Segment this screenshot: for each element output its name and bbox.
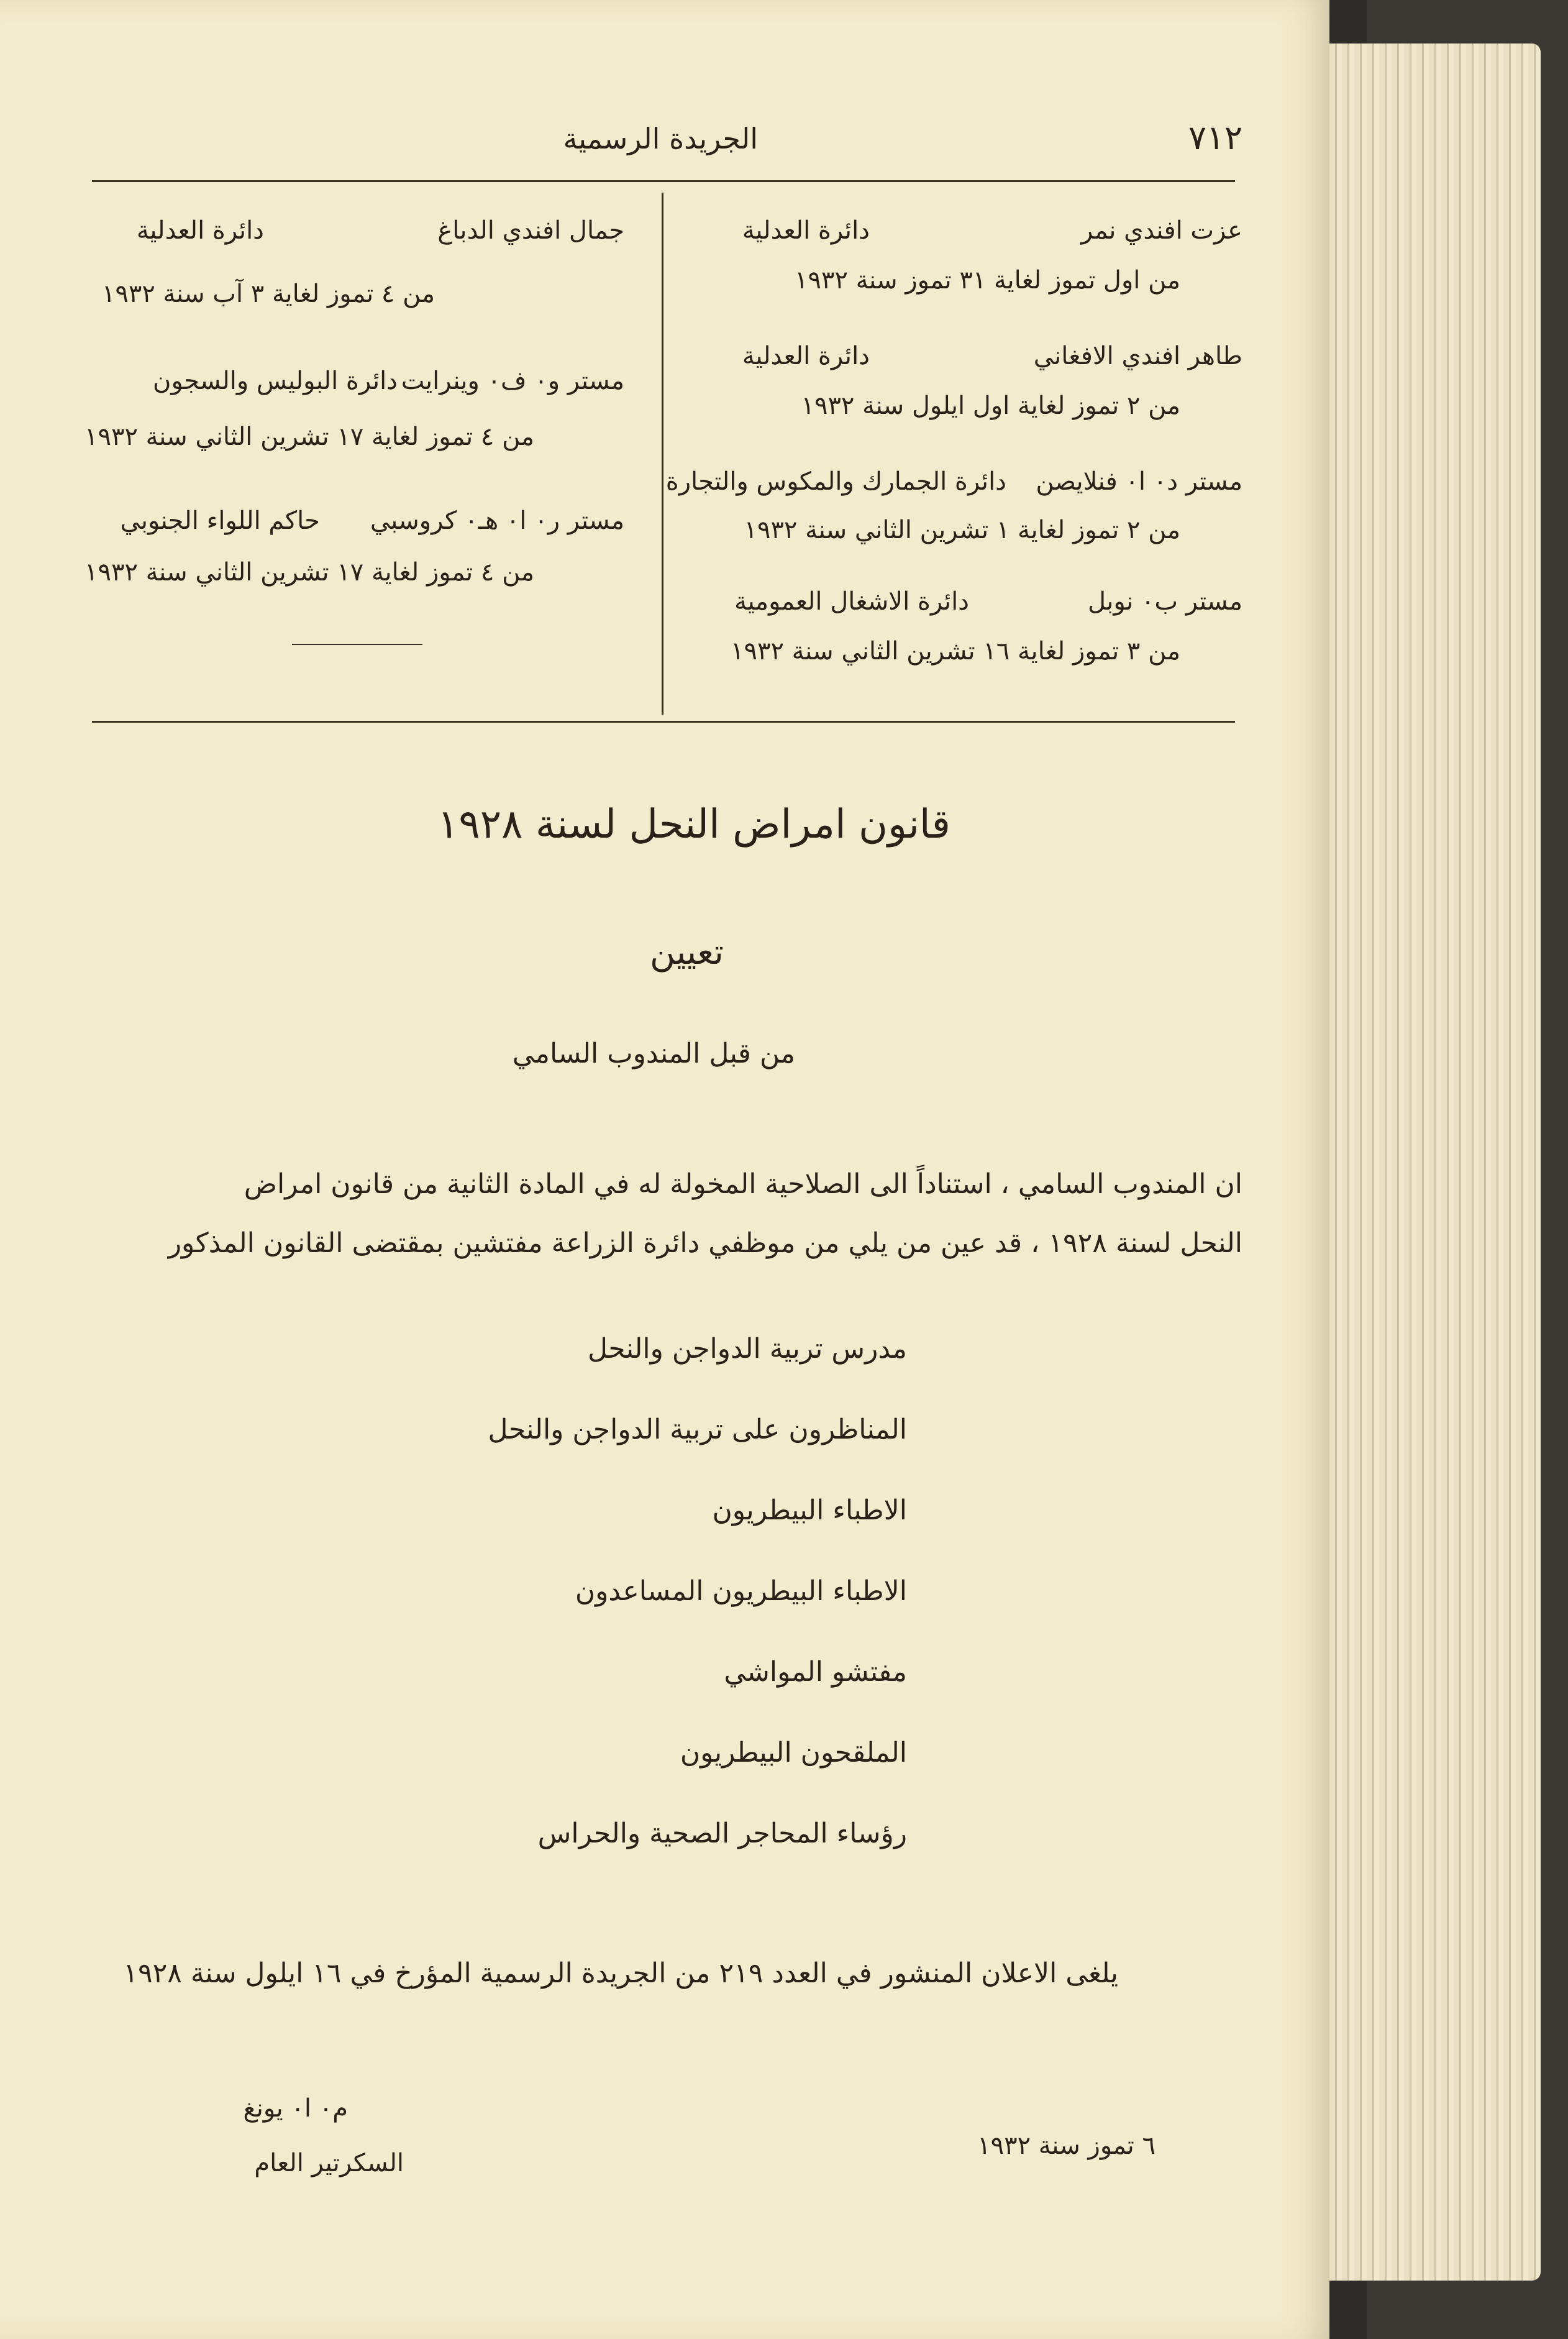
appointee-dept: حاكم اللواء الجنوبي — [120, 506, 320, 535]
inspector-list-item: رؤساء المحاجر الصحية والحراس — [537, 1818, 907, 1849]
appointee-dept: دائرة العدلية — [742, 216, 870, 245]
column-end-rule — [292, 644, 422, 645]
section-rule — [92, 721, 1235, 723]
law-title: قانون امراض النحل لسنة ١٩٢٨ — [437, 802, 950, 848]
appointee-dept: دائرة الجمارك والمكوس والتجارة — [665, 467, 1006, 496]
appointee-dept: دائرة البوليس والسجون — [153, 367, 398, 395]
appointee-dept: دائرة العدلية — [742, 342, 870, 370]
page-edges — [1292, 43, 1541, 2281]
column-divider — [662, 193, 663, 715]
page-number: ٧١٢ — [1188, 118, 1242, 157]
inspector-list-item: المناظرون على تربية الدواجن والنحل — [488, 1414, 907, 1445]
appointee-period: من ٢ تموز لغاية اول ايلول سنة ١٩٣٢ — [801, 391, 1180, 420]
notice-heading: تعيين — [649, 932, 724, 973]
appointee-period: من ٣ تموز لغاية ١٦ تشرين الثاني سنة ١٩٣٢ — [730, 637, 1180, 666]
appointee-name: طاهر افندي الافغاني — [1033, 342, 1242, 370]
cancellation-note: يلغى الاعلان المنشور في العدد ٢١٩ من الجريدة الرسمية المؤرخ في ١٦ ايلول سنة ١٩٢٨ — [123, 1957, 1118, 1989]
inspector-list-item: مدرس تربية الدواجن والنحل — [588, 1333, 907, 1365]
inspector-list-item: الملقحون البيطريون — [680, 1737, 907, 1769]
appointee-period: من ٤ تموز لغاية ١٧ تشرين الثاني سنة ١٩٣٢ — [84, 558, 534, 587]
page-header-title: الجريدة الرسمية — [563, 122, 758, 155]
appointee-dept: دائرة الاشغال العمومية — [734, 587, 969, 616]
inspector-list-item: مفتشو المواشي — [724, 1656, 907, 1688]
signatory-name: م٠ ا٠ يونغ — [243, 2094, 348, 2123]
signatory-title: السكرتير العام — [254, 2149, 404, 2177]
notice-date: ٦ تموز سنة ١٩٣٢ — [977, 2131, 1155, 2160]
inspector-list-item: الاطباء البيطريون — [712, 1494, 907, 1526]
appointee-name: عزت افندي نمر — [1081, 216, 1242, 245]
header-rule — [92, 180, 1235, 182]
inspector-list-item: الاطباء البيطريون المساعدون — [575, 1575, 907, 1607]
appointee-period: من اول تموز لغاية ٣١ تموز سنة ١٩٣٢ — [794, 266, 1180, 295]
notice-paragraph-line: النحل لسنة ١٩٢٨ ، قد عين من يلي من موظفي دائرة الزراعة مفتشين بمقتضى القانون المذكور — [168, 1227, 1242, 1259]
appointee-name: مستر ر٠ ا٠ هـ٠ كروسبي — [370, 506, 624, 535]
appointee-period: من ٤ تموز لغاية ١٧ تشرين الثاني سنة ١٩٣٢ — [84, 423, 534, 451]
notice-paragraph-line: ان المندوب السامي ، استناداً الى الصلاحية المخولة له في المادة الثانية من قانون امراض — [244, 1168, 1242, 1200]
appointee-name: جمال افندي الدباغ — [437, 216, 624, 245]
appointee-period: من ٤ تموز لغاية ٣ آب سنة ١٩٣٢ — [101, 280, 435, 308]
appointee-name: مستر د٠ ا٠ فنلايصن — [1036, 467, 1242, 496]
appointee-name: مستر ب٠ نوبل — [1087, 587, 1242, 616]
notice-subheading: من قبل المندوب السامي — [512, 1038, 795, 1069]
appointee-dept: دائرة العدلية — [136, 216, 264, 245]
appointee-period: من ٢ تموز لغاية ١ تشرين الثاني سنة ١٩٣٢ — [744, 516, 1180, 544]
appointee-name: مستر و٠ ف٠ وينرايت — [401, 367, 624, 395]
